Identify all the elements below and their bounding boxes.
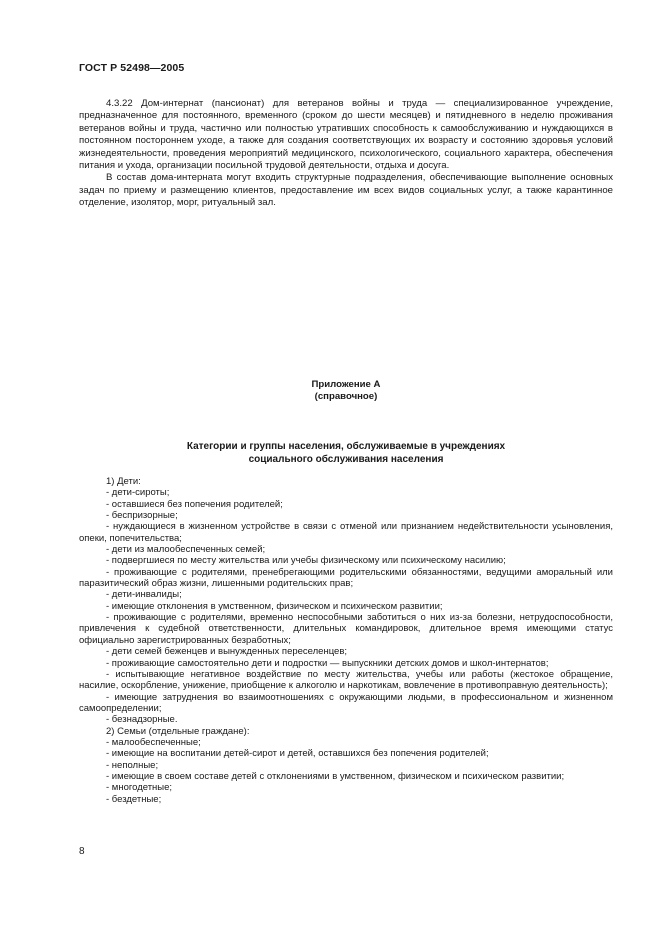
appendix-subtitle: (справочное)	[314, 391, 378, 403]
list-item: - подвергшиеся по месту жительства или учебы физическому или психическому насилию;	[106, 555, 506, 567]
appendix-heading	[79, 379, 613, 404]
list-item: - имеющие отклонения в умственном, физическом и психическом развитии;	[106, 600, 443, 612]
list-item: - дети из малообеспеченных семей;	[106, 544, 266, 556]
main-section	[79, 98, 613, 210]
list-item: - проживающие самостоятельно дети и подростки — выпускники детских домов и школ-интернатов;	[106, 657, 549, 669]
list-item: - малообеспеченные;	[106, 736, 201, 748]
list-item: - проживающие с родителями, пренебрегающими родительскими обязанностями, ведущими аморальный или паразитический образ жизни, лишенными родительских прав;	[79, 566, 613, 590]
list-item: - испытывающие негативное воздействие по месту жительства, учебы или работы (жестокое обращение, насилие, оскорбление, унижение, приобщение к алкоголю и наркотикам, вовлечение в противоправную деятельность);	[79, 668, 613, 692]
categories-title-line-1: Категории и группы населения, обслуживаемые в учреждениях	[186, 441, 506, 452]
list-item: 2) Семьи (отдельные граждане):	[106, 725, 250, 737]
list-item: - дети-сироты;	[106, 487, 170, 499]
list-item: - проживающие с родителями, временно неспособными заботиться о них из-за болезни, нетрудоспособности, привлечения к судебной ответственности, длительных командировок, длительное время имеющими статус официально зарегистрированных безработных;	[79, 612, 613, 646]
list-item: - безнадзорные.	[106, 714, 178, 726]
categories-list	[79, 476, 613, 805]
list-item: - дети семей беженцев и вынужденных переселенцев;	[106, 646, 348, 658]
list-item: - беспризорные;	[106, 510, 178, 522]
categories-title	[79, 440, 613, 466]
list-item: - нуждающиеся в жизненном устройстве в связи с отменой или признанием недействительности усыновления, опеки, попечительства;	[79, 521, 613, 544]
categories-title-line-2: социального обслуживания населения	[248, 454, 444, 465]
list-item: - многодетные;	[106, 782, 173, 794]
list-item: - дети-инвалиды;	[106, 589, 182, 601]
paragraph-structure: В состав дома-интерната могут входить структурные подразделения, обеспечивающие выполнение основных задач по приему и размещению клиентов, предоставление им всех видов социальных услуг, а также карантинное отделение, изолятор, морг, ритуальный зал.	[79, 172, 613, 209]
list-item: 1) Дети:	[106, 476, 141, 487]
list-item: - имеющие в своем составе детей с отклонениями в умственном, физическом и психическом развитии;	[106, 770, 565, 782]
appendix-title: Приложение А	[311, 379, 381, 390]
page-number: 8	[79, 846, 85, 857]
list-item: - бездетные;	[106, 793, 162, 805]
list-item: - имеющие затруднения во взаимоотношениях с окружающими людьми, в профессиональном и жизненном самоопределении;	[79, 691, 613, 714]
list-item: - неполные;	[106, 759, 159, 771]
document-code-header: ГОСТ Р 52498—2005	[79, 62, 185, 74]
list-item: - имеющие на воспитании детей-сирот и детей, оставшихся без попечения родителей;	[106, 748, 489, 760]
paragraph-4-3-22: 4.3.22 Дом-интернат (пансионат) для ветеранов войны и труда — специализированное учреждение, предназначенное для постоянного, временного (сроком до шести месяцев) и пятидневного в неделю проживания ветеранов войны и труда, частично или полностью утративших способность к самообслуживанию и нуждающихся в постоянном постороннем уходе, а также для создания соответствующих их возрасту и состоянию здоровья условий жизнедеятельности, проведения мероприятий медицинского, психологического, социального характера, обеспечения питания и ухода, организации посильной трудовой деятельности, отдыха и досуга.	[79, 98, 613, 172]
list-item: - оставшиеся без попечения родителей;	[106, 498, 283, 510]
